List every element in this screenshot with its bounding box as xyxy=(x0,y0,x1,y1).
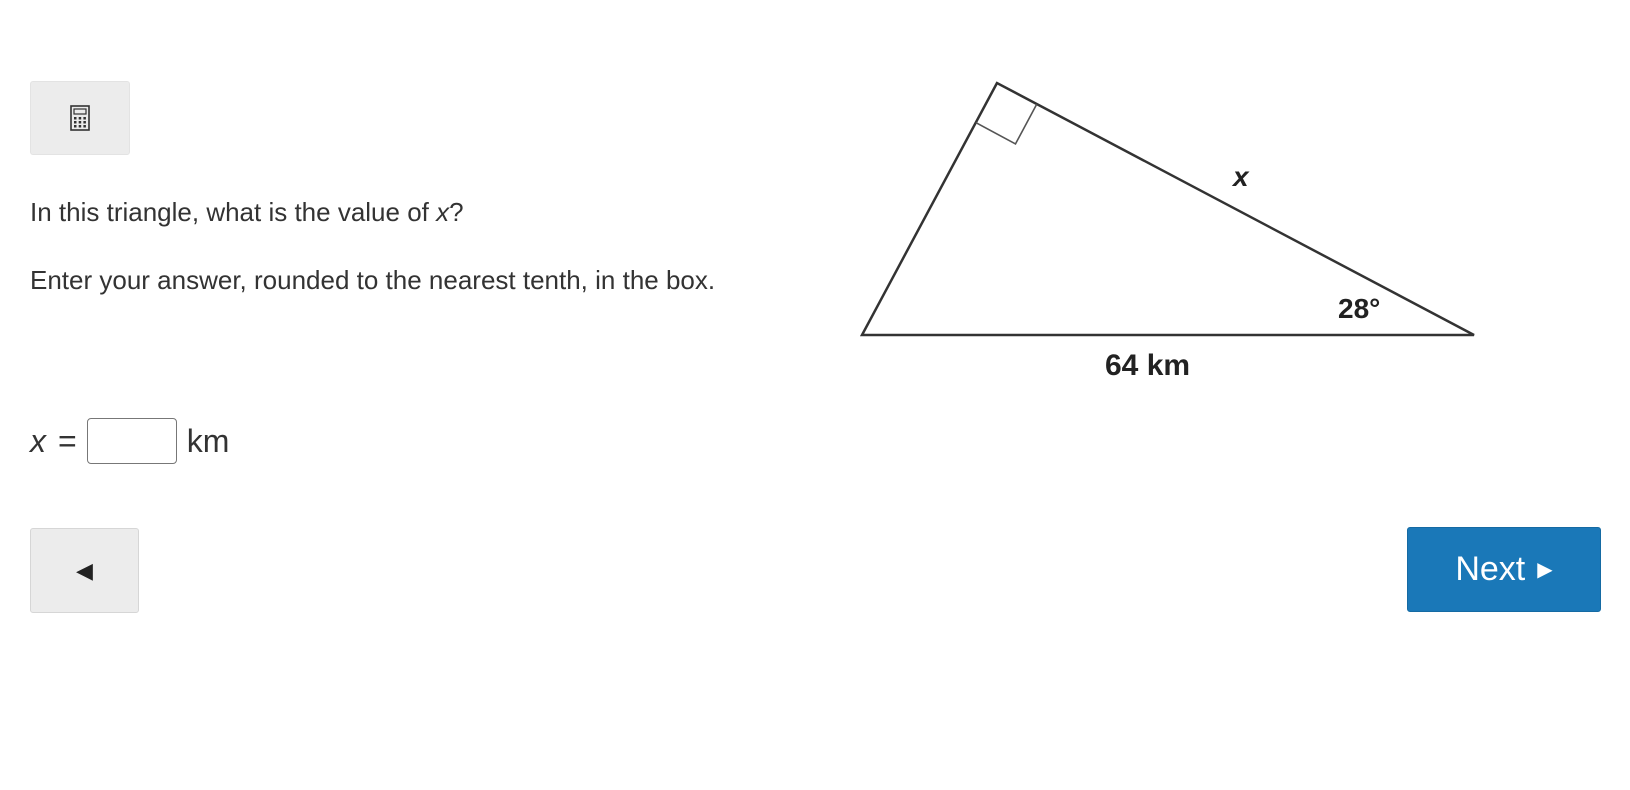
side-label-x: x xyxy=(1233,161,1249,192)
triangle-figure xyxy=(850,70,1490,400)
question-variable: x xyxy=(436,197,450,227)
triangle-outline xyxy=(862,83,1474,335)
question-suffix: ? xyxy=(449,197,464,227)
next-arrow-icon: ▶ xyxy=(1537,559,1553,581)
question-text xyxy=(30,194,464,230)
answer-variable: x xyxy=(30,422,46,459)
back-arrow-icon: ◀ xyxy=(76,557,93,583)
calculator-icon xyxy=(70,105,90,131)
calculator-button[interactable] xyxy=(30,81,130,155)
answer-equals: = xyxy=(58,422,77,459)
base-label: 64 km xyxy=(1105,349,1191,382)
next-button[interactable] xyxy=(1407,527,1601,612)
answer-row xyxy=(30,418,229,464)
next-button-label: Next xyxy=(1455,550,1526,588)
question-prefix: In this triangle, what is the value of xyxy=(30,197,437,227)
right-angle-marker xyxy=(976,104,1037,144)
back-button[interactable] xyxy=(30,528,139,613)
answer-input[interactable] xyxy=(87,418,177,464)
instruction-text: Enter your answer, rounded to the nearest tenth, in the box. xyxy=(30,265,716,295)
angle-label: 28° xyxy=(1338,293,1381,324)
answer-unit: km xyxy=(186,422,230,459)
